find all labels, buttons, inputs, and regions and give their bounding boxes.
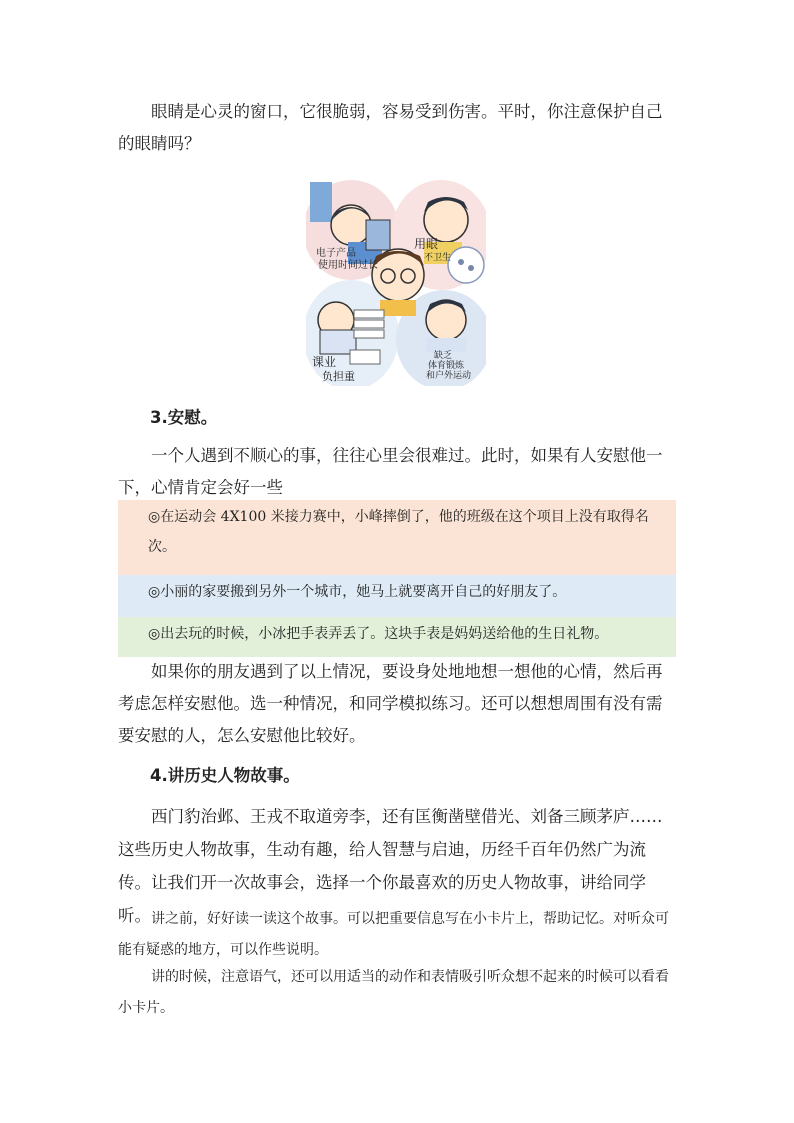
scenario-text-1: ◎在运动会 4X100 米接力赛中，小峰摔倒了，他的班级在这个项目上没有取得名次。	[148, 509, 649, 555]
section4-paragraph: 西门豹治邺、王戎不取道旁李，还有匡衡凿壁借光、刘备三顾茅庐……这些历史人物故事，生动有趣，给人智慧与启迪，历经千百年仍然广为流传。让我们开一次故事会，选择一个你最喜欢的历史人物故事，讲给同学听。	[118, 807, 663, 925]
svg-text:使用时间过长: 使用时间过长	[318, 260, 378, 271]
section4-heading: 4.讲历史人物故事。	[150, 766, 300, 785]
scenario-box-2	[118, 575, 676, 617]
svg-text:课业: 课业	[312, 355, 337, 369]
eye-care-illustration	[306, 180, 486, 386]
section3-paragraph: 一个人遇到不顺心的事，往往心里会很难过。此时，如果有人安慰他一下，心情肯定会好一些	[118, 446, 663, 497]
svg-text:体育锻炼: 体育锻炼	[428, 361, 465, 371]
scenario-text-3: ◎出去玩的时候，小冰把手表弄丢了。这块手表是妈妈送给他的生日礼物。	[148, 626, 609, 642]
scenario-box-3	[118, 617, 676, 657]
svg-text:负担重: 负担重	[322, 370, 355, 383]
scenario-box-1	[118, 500, 676, 575]
svg-text:缺乏: 缺乏	[434, 351, 453, 361]
svg-text:不卫生: 不卫生	[424, 253, 452, 263]
section3-heading: 3.安慰。	[150, 408, 218, 427]
svg-text:用眼: 用眼	[414, 237, 439, 251]
scenario-text-2: ◎小丽的家要搬到另外一个城市，她马上就要离开自己的好朋友了。	[148, 584, 567, 600]
svg-text:和户外运动: 和户外运动	[426, 371, 472, 381]
tip-before-telling: 讲之前，好好读一读这个故事。可以把重要信息写在小卡片上，帮助记忆。对听众可能有疑惑的地方，可以作些说明。	[118, 911, 669, 958]
tip-while-telling: 讲的时候，注意语气，还可以用适当的动作和表情吸引听众想不起来的时候可以看看小卡片。	[118, 969, 669, 1016]
intro-paragraph: 眼睛是心灵的窗口，它很脆弱，容易受到伤害。平时，你注意保护自己的眼睛吗？	[118, 102, 663, 153]
section3-followup: 如果你的朋友遇到了以上情况，要设身处地地想一想他的心情，然后再考虑怎样安慰他。选一种情况，和同学模拟练习。还可以想想周围有没有需要安慰的人，怎么安慰他比较好。	[118, 662, 663, 745]
svg-text:电子产品: 电子产品	[316, 248, 356, 259]
